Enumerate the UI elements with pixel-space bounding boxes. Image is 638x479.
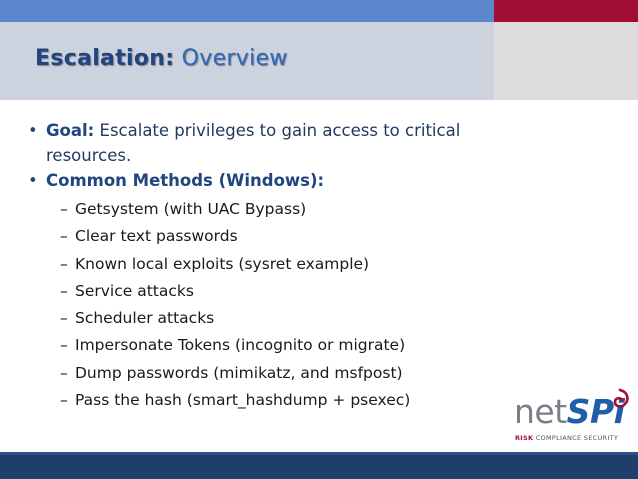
- bullet-goal: [28, 118, 488, 168]
- sub-item-text: Getsystem (with UAC Bypass): [75, 200, 307, 218]
- bullet-mark: •: [28, 121, 38, 140]
- sub-item: [60, 332, 488, 359]
- sub-item-text: Scheduler attacks: [75, 309, 215, 328]
- sub-item: [60, 387, 488, 414]
- bottom-bar: [0, 452, 638, 479]
- bottom-accent: [0, 452, 638, 455]
- dash-mark: –: [60, 363, 68, 382]
- sub-item-text: Service attacks: [75, 281, 194, 300]
- dash-mark: –: [60, 391, 68, 410]
- sub-item: [60, 305, 488, 332]
- sub-item-text: Known local exploits (sysret example): [75, 254, 370, 273]
- logo-tag-compliance: COMPLIANCE: [535, 434, 582, 442]
- bullet-mark: •: [28, 171, 38, 190]
- sub-item: [60, 360, 488, 387]
- logo-swirl-icon: [606, 388, 630, 416]
- dash-mark: –: [60, 336, 68, 355]
- bullet-label: Goal:: [46, 121, 95, 140]
- slide-title-strong: Escalation:: [35, 46, 175, 71]
- dash-mark: –: [60, 227, 68, 246]
- slide-content: [28, 118, 488, 414]
- title-band-right: [494, 22, 638, 100]
- logo-net: net: [514, 392, 567, 431]
- top-strip-red: [494, 0, 638, 22]
- bullet-label: Common Methods (Windows):: [46, 171, 325, 190]
- methods-sublist: [60, 196, 488, 414]
- logo-tagline: [515, 434, 618, 442]
- sub-item-text: Clear text passwords: [75, 227, 238, 246]
- sub-item: [60, 196, 488, 223]
- logo-spi: SPi: [566, 392, 625, 431]
- sub-item-text: Dump passwords (mimikatz, and msfpost): [75, 363, 403, 382]
- dash-mark: –: [60, 309, 68, 328]
- dash-mark: –: [60, 281, 68, 300]
- bullet-text: Escalate privileges to gain access to critical resources.: [46, 121, 461, 165]
- logo-tag-risk: RISK: [515, 434, 534, 442]
- sub-item-text: Impersonate Tokens (incognito or migrate): [75, 336, 406, 355]
- dash-mark: –: [60, 254, 68, 273]
- bullet-common-methods: [28, 168, 488, 193]
- sub-item: [60, 223, 488, 250]
- logo-tag-security: SECURITY: [583, 434, 619, 442]
- sub-item-text: Pass the hash (smart_hashdump + psexec): [75, 391, 411, 410]
- netspi-logo: [514, 388, 624, 446]
- slide-title: [35, 46, 288, 71]
- sub-item: [60, 251, 488, 278]
- dash-mark: –: [60, 200, 68, 218]
- top-strip-blue: [0, 0, 494, 22]
- slide-title-rest: Overview: [174, 46, 288, 71]
- sub-item: [60, 278, 488, 305]
